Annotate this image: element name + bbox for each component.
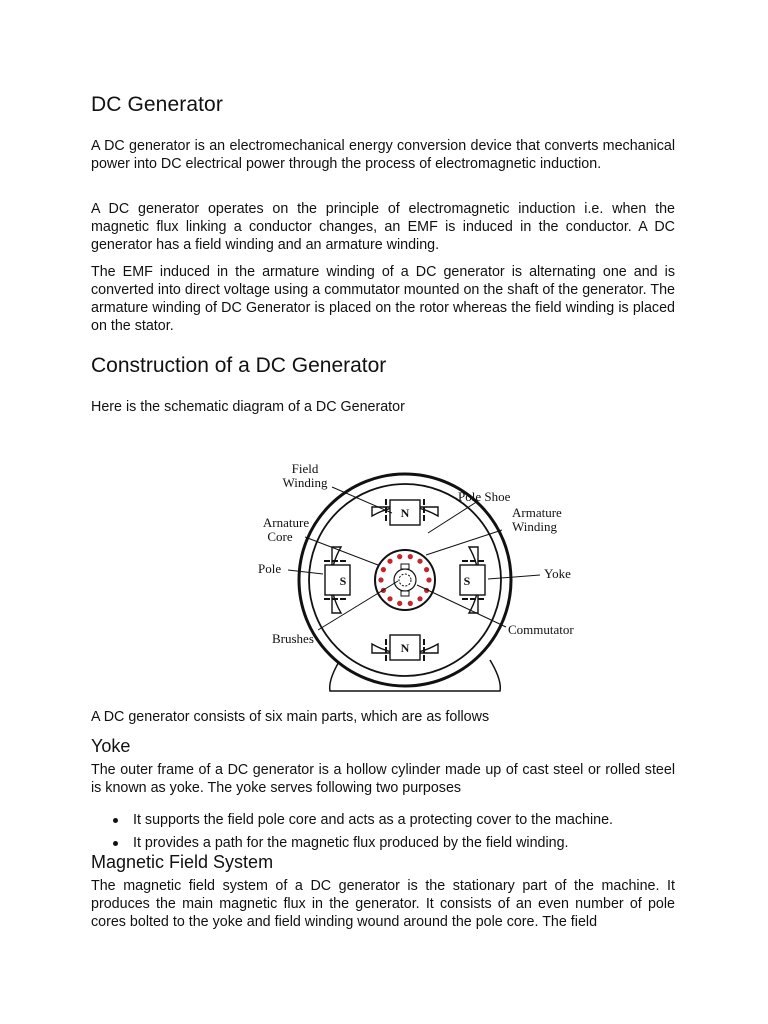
- yoke-heading: Yoke: [91, 736, 131, 756]
- pole-letter-right: S: [463, 574, 471, 588]
- page-title: DC Generator: [91, 93, 223, 116]
- label-core: Core: [267, 529, 293, 544]
- bullet-icon: [113, 841, 118, 846]
- conductor-dot: [424, 567, 429, 572]
- list-item: [91, 834, 651, 852]
- construction-heading: Construction of a DC Generator: [91, 354, 387, 377]
- conductor-dot: [387, 596, 392, 601]
- label-armature: Armature: [512, 505, 562, 520]
- label-commutator: Commutator: [508, 622, 574, 637]
- diagram-intro: Here is the schematic diagram of a DC Generator: [91, 399, 405, 415]
- label-field-winding: Winding: [282, 475, 328, 490]
- conductor-dot: [417, 559, 422, 564]
- label-yoke: Yoke: [544, 566, 571, 581]
- label-armature-winding: Winding: [512, 519, 557, 534]
- brush-top: [401, 564, 409, 569]
- pole-letter-top: N: [400, 506, 410, 520]
- label-brushes: Brushes: [272, 631, 314, 646]
- dc-generator-schematic: [250, 455, 600, 695]
- label-pole-shoe: Pole Shoe: [458, 489, 511, 504]
- pole-letter-bottom: N: [400, 641, 410, 655]
- conductor-dot: [426, 577, 431, 582]
- conductor-dot: [408, 601, 413, 606]
- label-arnature: Arnature: [262, 515, 310, 530]
- bullet-text: It supports the field pole core and acts as a protecting cover to the machine.: [133, 812, 614, 828]
- conductor-dot: [378, 577, 383, 582]
- pole-letter-left: S: [339, 574, 347, 588]
- label-field: Field: [291, 461, 319, 476]
- intro-paragraph-3: The EMF induced in the armature winding of a DC generator is alternating one and is converted into direct voltage using a commutator mounted on the shaft of the generator. The armature winding of DC Generator is placed on the rotor whereas the field winding is placed on the stator.: [91, 264, 675, 334]
- yoke-bullet-list: [91, 811, 651, 857]
- intro-paragraph-1: A DC generator is an electromechanical energy conversion device that converts mechanical power into DC electrical power through the process of electromagnetic induction.: [91, 138, 675, 172]
- magnetic-field-system-heading: Magnetic Field System: [91, 852, 274, 872]
- brush-bottom: [401, 591, 409, 596]
- conductor-dot: [381, 567, 386, 572]
- conductor-dot: [397, 601, 402, 606]
- parts-intro: A DC generator consists of six main parts, which are as follows: [91, 709, 490, 725]
- conductor-dot: [387, 559, 392, 564]
- conductor-dot: [408, 554, 413, 559]
- list-item: [91, 811, 651, 829]
- bullet-icon: [113, 818, 118, 823]
- shaft: [399, 574, 411, 586]
- conductor-dot: [397, 554, 402, 559]
- yoke-paragraph: The outer frame of a DC generator is a hollow cylinder made up of cast steel or rolled steel is known as yoke. The yoke serves following two purposes: [91, 762, 675, 796]
- bullet-text: It provides a path for the magnetic flux produced by the field winding.: [133, 835, 569, 851]
- label-pole: Pole: [258, 561, 282, 576]
- conductor-dot: [417, 596, 422, 601]
- intro-paragraph-2: A DC generator operates on the principle of electromagnetic induction i.e. when the magnetic flux linking a conductor changes, an EMF is induced in the conductor. A DC generator has a field winding and an armature winding.: [91, 201, 675, 253]
- magnetic-field-system-paragraph: The magnetic field system of a DC generator is the stationary part of the machine. It produces the main magnetic flux in the generator. It consists of an even number of pole cores bolted to the yoke and field winding wound around the pole core. The field: [91, 878, 675, 930]
